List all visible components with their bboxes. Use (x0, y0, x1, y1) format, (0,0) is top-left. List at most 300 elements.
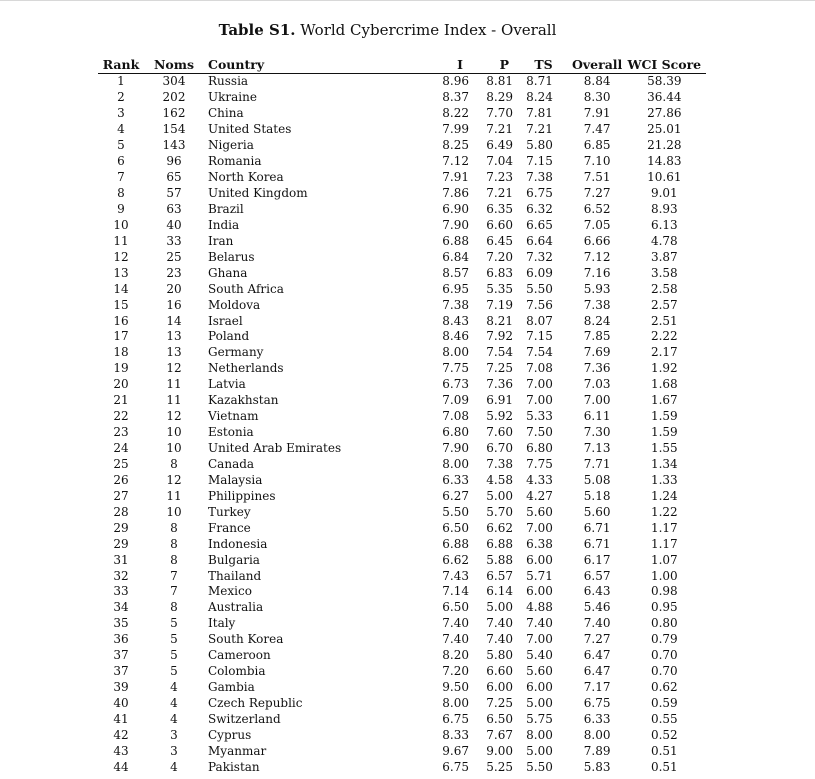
cell-i: 8.00 (442, 345, 469, 360)
cell-noms: 12 (166, 361, 182, 376)
table-row (98, 281, 706, 297)
cell-rank: 4 (117, 122, 125, 137)
table-row (98, 90, 706, 106)
cell-rank: 6 (117, 154, 125, 169)
cell-ts: 5.50 (526, 281, 553, 296)
cell-rank: 25 (113, 456, 129, 471)
cell-country: Kazakhstan (208, 393, 279, 408)
cell-ts: 5.60 (526, 664, 553, 679)
cell-i: 8.37 (442, 90, 469, 105)
cell-country: Canada (208, 456, 255, 471)
cell-p: 7.20 (486, 249, 513, 264)
cell-p: 7.40 (486, 616, 513, 631)
cell-i: 8.43 (442, 313, 469, 328)
cell-noms: 8 (170, 536, 178, 551)
cell-country: China (208, 106, 244, 121)
table-caption (0, 21, 775, 39)
cell-p: 7.67 (486, 727, 513, 742)
cell-ts: 6.75 (526, 186, 553, 201)
table-row (98, 616, 706, 632)
cell-wci-score: 1.59 (650, 425, 678, 440)
cell-country: Latvia (208, 377, 246, 392)
header-country: Country (204, 57, 390, 74)
cell-country: United States (208, 122, 292, 137)
cell-ts: 5.00 (526, 743, 553, 758)
cell-noms: 11 (166, 377, 182, 392)
table-row (98, 409, 706, 425)
cell-rank: 7 (117, 170, 125, 185)
cell-i: 8.96 (442, 74, 469, 89)
cell-i: 6.84 (442, 249, 469, 264)
cell-country: Australia (208, 600, 264, 615)
cell-ts: 6.09 (526, 265, 553, 280)
cell-rank: 22 (113, 409, 129, 424)
table-row (98, 249, 706, 265)
cell-rank: 23 (113, 425, 129, 440)
cell-country: Bulgaria (208, 552, 260, 567)
cell-wci-score: 0.59 (650, 696, 678, 711)
cell-wci-score: 3.87 (650, 249, 678, 264)
cell-wci-score: 0.95 (650, 600, 678, 615)
cell-rank: 17 (113, 329, 129, 344)
cell-i: 7.14 (442, 584, 469, 599)
cell-rank: 3 (117, 106, 125, 121)
cell-country: Cyprus (208, 727, 252, 742)
table-row (98, 138, 706, 154)
cell-wci-score: 27.86 (647, 106, 682, 121)
table-row (98, 202, 706, 218)
cell-ts: 7.75 (526, 456, 553, 471)
cell-noms: 40 (166, 217, 182, 232)
cell-country: Germany (208, 345, 264, 360)
cell-ts: 5.75 (526, 711, 553, 726)
cell-rank: 39 (113, 680, 129, 695)
cell-rank: 18 (113, 345, 129, 360)
cell-ts: 6.00 (526, 552, 553, 567)
cell-overall: 7.47 (583, 122, 611, 137)
cell-noms: 202 (162, 90, 186, 105)
cell-overall: 5.93 (583, 281, 611, 296)
cell-p: 7.25 (486, 361, 513, 376)
cell-rank: 13 (113, 265, 129, 280)
cell-wci-score: 1.17 (650, 520, 678, 535)
cell-noms: 4 (170, 759, 178, 774)
cell-i: 6.75 (442, 711, 469, 726)
table-body (98, 74, 706, 776)
cell-wci-score: 14.83 (647, 154, 682, 169)
table-row (98, 345, 706, 361)
header-noms: Noms (144, 57, 204, 74)
page-top-rule (0, 0, 815, 1)
header-i: I (390, 57, 469, 74)
cell-i: 6.95 (442, 281, 469, 296)
cell-wci-score: 0.98 (650, 584, 678, 599)
cell-i: 7.40 (442, 632, 469, 647)
cell-ts: 4.27 (526, 488, 553, 503)
cell-wci-score: 2.57 (650, 297, 678, 312)
cell-rank: 9 (117, 201, 125, 216)
cell-p: 5.00 (486, 600, 513, 615)
cell-ts: 4.88 (526, 600, 553, 615)
cell-noms: 13 (166, 345, 182, 360)
cell-overall: 5.08 (583, 472, 611, 487)
header-p: P (469, 57, 513, 74)
cell-rank: 21 (113, 393, 129, 408)
cell-i: 6.90 (442, 201, 469, 216)
cell-ts: 7.50 (526, 425, 553, 440)
cell-p: 6.45 (486, 233, 513, 248)
cell-p: 5.80 (486, 648, 513, 663)
cell-i: 6.88 (442, 536, 469, 551)
cell-rank: 31 (113, 552, 129, 567)
cell-i: 9.50 (442, 680, 469, 695)
cell-i: 7.12 (442, 154, 469, 169)
header-ts: TS (513, 57, 566, 74)
cell-noms: 3 (170, 727, 178, 742)
cell-country: Malaysia (208, 472, 263, 487)
table-row (98, 664, 706, 680)
cell-overall: 6.57 (583, 568, 611, 583)
cell-noms: 12 (166, 409, 182, 424)
table-row (98, 457, 706, 473)
cell-ts: 8.07 (526, 313, 553, 328)
cell-noms: 12 (166, 472, 182, 487)
cell-overall: 6.17 (583, 552, 611, 567)
cell-rank: 20 (113, 377, 129, 392)
table-row (98, 154, 706, 170)
cell-rank: 35 (113, 616, 129, 631)
cell-country: South Korea (208, 632, 284, 647)
cell-rank: 16 (113, 313, 129, 328)
cell-p: 7.60 (486, 425, 513, 440)
cell-country: Romania (208, 154, 262, 169)
cell-overall: 7.10 (583, 154, 611, 169)
cell-wci-score: 36.44 (647, 90, 682, 105)
cell-overall: 7.00 (583, 393, 611, 408)
table-row (98, 186, 706, 202)
cell-wci-score: 2.22 (650, 329, 678, 344)
cell-rank: 37 (113, 664, 129, 679)
cell-wci-score: 25.01 (647, 122, 682, 137)
cell-country: Colombia (208, 664, 266, 679)
cell-p: 6.35 (486, 201, 513, 216)
cell-i: 7.90 (442, 217, 469, 232)
cell-overall: 6.75 (583, 696, 611, 711)
cell-overall: 5.60 (583, 504, 611, 519)
cell-rank: 41 (113, 711, 129, 726)
cell-overall: 6.11 (583, 409, 611, 424)
cell-overall: 7.05 (583, 217, 611, 232)
cell-overall: 7.17 (583, 680, 611, 695)
cell-wci-score: 0.70 (650, 648, 678, 663)
cell-rank: 34 (113, 600, 129, 615)
cell-overall: 7.13 (583, 441, 611, 456)
cell-wci-score: 3.58 (650, 265, 678, 280)
cell-country: Moldova (208, 297, 261, 312)
cell-wci-score: 10.61 (647, 170, 682, 185)
cell-rank: 2 (117, 90, 125, 105)
cell-noms: 10 (166, 504, 182, 519)
cell-rank: 1 (117, 74, 125, 89)
cell-country: United Arab Emirates (208, 441, 342, 456)
cell-rank: 10 (113, 217, 129, 232)
cell-i: 8.00 (442, 696, 469, 711)
header-wci-score: WCI Score (622, 57, 706, 74)
cell-noms: 7 (170, 584, 178, 599)
cell-i: 8.25 (442, 138, 469, 153)
cell-overall: 8.30 (583, 90, 611, 105)
cell-ts: 7.40 (526, 616, 553, 631)
cell-i: 7.90 (442, 441, 469, 456)
cell-country: Cameroon (208, 648, 271, 663)
cell-wci-score: 1.00 (650, 568, 678, 583)
cell-rank: 28 (113, 504, 129, 519)
cell-p: 7.38 (486, 456, 513, 471)
cell-p: 7.70 (486, 106, 513, 121)
cell-p: 5.92 (486, 409, 513, 424)
cell-noms: 14 (166, 313, 182, 328)
cell-noms: 33 (166, 233, 182, 248)
cell-ts: 6.00 (526, 584, 553, 599)
table-row (98, 472, 706, 488)
cell-overall: 6.47 (583, 664, 611, 679)
cell-noms: 57 (166, 186, 182, 201)
cell-ts: 5.00 (526, 696, 553, 711)
cell-overall: 6.85 (583, 138, 611, 153)
cell-rank: 36 (113, 632, 129, 647)
table-row (98, 377, 706, 393)
table-row (98, 488, 706, 504)
cell-wci-score: 9.01 (650, 186, 678, 201)
cell-noms: 4 (170, 711, 178, 726)
table-row (98, 743, 706, 759)
cell-noms: 5 (170, 648, 178, 663)
cell-p: 4.58 (486, 472, 513, 487)
cell-wci-score: 0.51 (650, 743, 678, 758)
table-row (98, 393, 706, 409)
cell-p: 6.70 (486, 441, 513, 456)
table-row (98, 297, 706, 313)
table-row (98, 233, 706, 249)
cell-ts: 7.32 (526, 249, 553, 264)
cell-wci-score: 1.67 (650, 393, 678, 408)
table-row (98, 425, 706, 441)
table-row (98, 441, 706, 457)
cell-p: 6.00 (486, 680, 513, 695)
cell-ts: 7.81 (526, 106, 553, 121)
cell-overall: 6.66 (583, 233, 611, 248)
cell-wci-score: 2.58 (650, 281, 678, 296)
cell-country: Estonia (208, 425, 254, 440)
cell-overall: 7.30 (583, 425, 611, 440)
cell-wci-score: 0.79 (650, 632, 678, 647)
cell-i: 7.91 (442, 170, 469, 185)
table-row (98, 727, 706, 743)
cell-p: 6.50 (486, 711, 513, 726)
cell-noms: 63 (166, 201, 182, 216)
cell-i: 6.27 (442, 488, 469, 503)
cell-ts: 8.71 (526, 74, 553, 89)
cell-i: 8.33 (442, 727, 469, 742)
cell-overall: 7.12 (583, 249, 611, 264)
cell-wci-score: 0.51 (650, 759, 678, 774)
cell-country: Pakistan (208, 759, 260, 774)
cell-noms: 304 (162, 74, 186, 89)
cell-ts: 4.33 (526, 472, 553, 487)
cell-wci-score: 1.33 (650, 472, 678, 487)
cell-noms: 8 (170, 520, 178, 535)
table-row (98, 520, 706, 536)
cell-ts: 6.80 (526, 441, 553, 456)
cell-wci-score: 0.80 (650, 616, 678, 631)
cell-i: 7.75 (442, 361, 469, 376)
cell-p: 8.29 (486, 90, 513, 105)
cell-country: France (208, 520, 251, 535)
cell-ts: 7.00 (526, 393, 553, 408)
cell-overall: 6.71 (583, 520, 611, 535)
cell-rank: 14 (113, 281, 129, 296)
cell-country: Indonesia (208, 536, 268, 551)
cell-country: Turkey (208, 504, 251, 519)
cell-p: 5.25 (486, 759, 513, 774)
cell-p: 8.21 (486, 313, 513, 328)
cell-wci-score: 21.28 (647, 138, 682, 153)
table-row (98, 552, 706, 568)
cell-rank: 33 (113, 584, 129, 599)
cell-noms: 65 (166, 170, 182, 185)
table-row (98, 217, 706, 233)
cell-wci-score: 2.51 (650, 313, 678, 328)
cell-p: 7.92 (486, 329, 513, 344)
cell-noms: 16 (166, 297, 182, 312)
table-row (98, 696, 706, 712)
cell-p: 6.88 (486, 536, 513, 551)
cell-country: Italy (208, 616, 236, 631)
cell-p: 7.21 (486, 186, 513, 201)
cell-ts: 7.56 (526, 297, 553, 312)
table-row (98, 265, 706, 281)
cell-overall: 6.47 (583, 648, 611, 663)
cell-wci-score: 6.13 (650, 217, 678, 232)
cell-p: 5.35 (486, 281, 513, 296)
cell-overall: 7.40 (583, 616, 611, 631)
table-row (98, 632, 706, 648)
cell-noms: 3 (170, 743, 178, 758)
cell-i: 7.20 (442, 664, 469, 679)
cell-overall: 5.46 (583, 600, 611, 615)
cell-i: 5.50 (442, 504, 469, 519)
cell-p: 5.88 (486, 552, 513, 567)
cell-ts: 7.38 (526, 170, 553, 185)
cell-wci-score: 1.22 (650, 504, 678, 519)
cell-i: 9.67 (442, 743, 469, 758)
cell-i: 8.57 (442, 265, 469, 280)
cell-noms: 7 (170, 568, 178, 583)
cell-overall: 7.91 (583, 106, 611, 121)
cell-noms: 13 (166, 329, 182, 344)
cell-i: 6.73 (442, 377, 469, 392)
cell-noms: 10 (166, 441, 182, 456)
cell-noms: 143 (162, 138, 186, 153)
cell-p: 6.91 (486, 393, 513, 408)
cell-p: 6.49 (486, 138, 513, 153)
cell-ts: 7.00 (526, 377, 553, 392)
cell-overall: 7.85 (583, 329, 611, 344)
cell-wci-score: 1.59 (650, 409, 678, 424)
cell-ts: 7.54 (526, 345, 553, 360)
cell-ts: 5.33 (526, 409, 553, 424)
cell-p: 6.60 (486, 217, 513, 232)
cell-overall: 7.89 (583, 743, 611, 758)
cell-ts: 8.00 (526, 727, 553, 742)
cell-noms: 5 (170, 664, 178, 679)
cell-p: 7.54 (486, 345, 513, 360)
cell-overall: 7.69 (583, 345, 611, 360)
cell-rank: 40 (113, 696, 129, 711)
cell-ts: 5.80 (526, 138, 553, 153)
cell-country: Vietnam (208, 409, 259, 424)
cell-p: 7.36 (486, 377, 513, 392)
cell-i: 7.09 (442, 393, 469, 408)
cell-rank: 12 (113, 249, 129, 264)
cell-overall: 8.24 (583, 313, 611, 328)
cell-p: 7.40 (486, 632, 513, 647)
cell-p: 6.57 (486, 568, 513, 583)
cell-noms: 5 (170, 632, 178, 647)
cell-overall: 7.36 (583, 361, 611, 376)
cell-i: 6.50 (442, 600, 469, 615)
cell-rank: 26 (113, 472, 129, 487)
cell-country: Netherlands (208, 361, 284, 376)
cell-i: 7.08 (442, 409, 469, 424)
table-row (98, 536, 706, 552)
cell-overall: 7.03 (583, 377, 611, 392)
cell-rank: 27 (113, 488, 129, 503)
cell-noms: 4 (170, 696, 178, 711)
cell-wci-score: 0.55 (650, 711, 678, 726)
cell-ts: 5.50 (526, 759, 553, 774)
cell-overall: 7.27 (583, 632, 611, 647)
cell-p: 5.70 (486, 504, 513, 519)
cell-rank: 15 (113, 297, 129, 312)
cell-noms: 11 (166, 393, 182, 408)
table-row (98, 329, 706, 345)
cell-p: 7.04 (486, 154, 513, 169)
cell-noms: 10 (166, 425, 182, 440)
cell-i: 6.80 (442, 425, 469, 440)
cell-country: Mexico (208, 584, 252, 599)
cell-i: 8.20 (442, 648, 469, 663)
cell-p: 6.60 (486, 664, 513, 679)
cell-overall: 5.18 (583, 488, 611, 503)
table-row (98, 74, 706, 90)
cell-noms: 11 (166, 488, 182, 503)
cell-rank: 43 (113, 743, 129, 758)
cell-country: India (208, 217, 240, 232)
cell-noms: 154 (162, 122, 186, 137)
table-row (98, 759, 706, 775)
cell-country: Switzerland (208, 711, 281, 726)
cell-noms: 96 (166, 154, 182, 169)
cell-ts: 8.24 (526, 90, 553, 105)
cell-wci-score: 1.24 (650, 488, 678, 503)
cell-ts: 7.21 (526, 122, 553, 137)
cell-wci-score: 0.52 (650, 727, 678, 742)
cell-country: Iran (208, 233, 234, 248)
cell-country: Gambia (208, 680, 255, 695)
table-row (98, 584, 706, 600)
cell-rank: 19 (113, 361, 129, 376)
